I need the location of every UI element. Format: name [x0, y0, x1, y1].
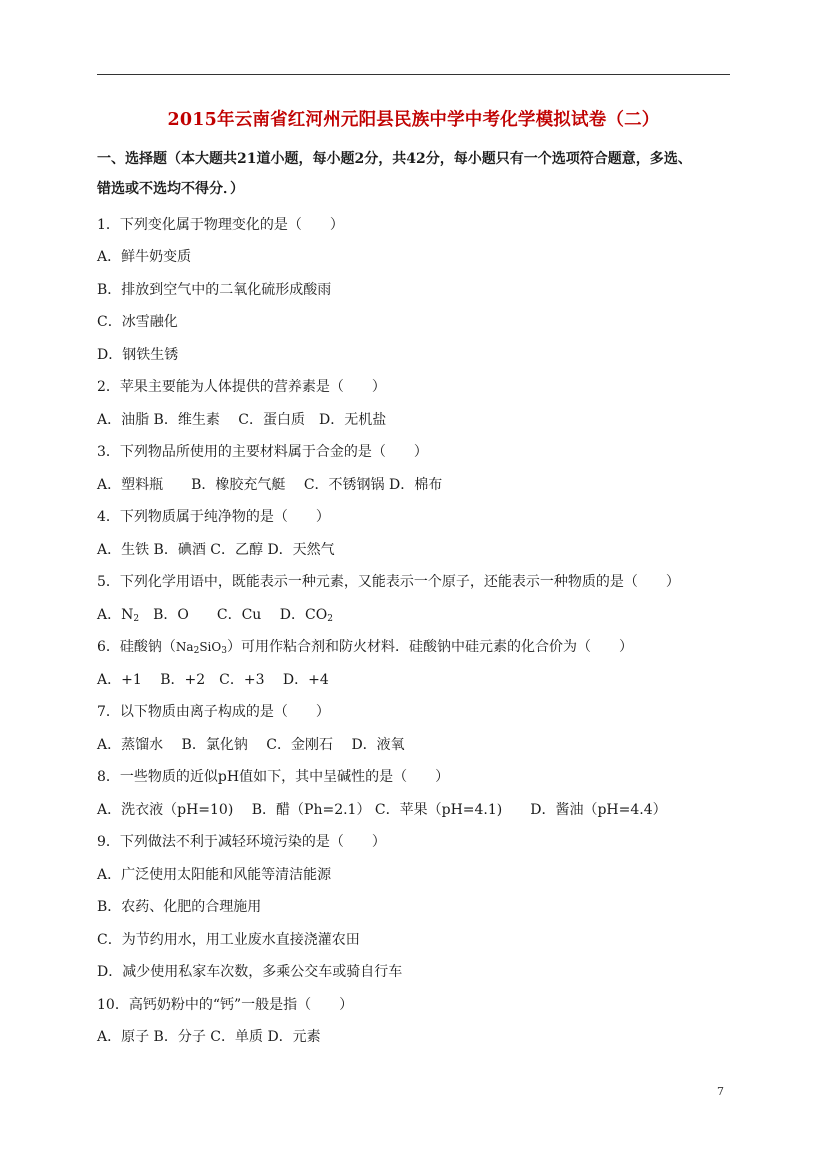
options-5	[97, 604, 333, 624]
option-9a: A．广泛使用太阳能和风能等清洁能源	[97, 867, 332, 883]
section-heading-line-2: 错选或不选均不得分．）	[97, 181, 244, 197]
option-1d: D．钢铁生锈	[97, 347, 179, 363]
question-6-prefix: 6．硅酸钠（	[97, 639, 176, 655]
question-4: 4．下列物质属于纯净物的是（ ）	[97, 509, 330, 525]
formula-sub-3: 3	[221, 646, 227, 656]
option-9d: D．减少使用私家车次数，多乘公交车或骑自行车	[97, 964, 403, 980]
option-5a-subscript: 2	[133, 614, 140, 624]
options-4: A．生铁 B．碘酒 C．乙醇 D．天然气	[97, 542, 335, 558]
options-6: A．+1 B．+2 C．+3 D．+4	[97, 672, 329, 688]
question-6	[97, 636, 633, 656]
options-8: A．洗衣液（pH=10) B．醋（Ph=2.1） C．苹果（pH=4.1) D．酱油（pH=4.4）	[97, 802, 667, 818]
options-7: A．蒸馏水 B．氯化钠 C．金刚石 D．液氧	[97, 737, 405, 753]
section-heading-line-1: 一、选择题（本大题共21道小题，每小题2分，共42分，每小题只有一个选项符合题意，多选、	[97, 151, 692, 167]
option-9c: C．为节约用水，用工业废水直接浇灌农田	[97, 932, 360, 948]
header-rule	[97, 74, 730, 75]
formula-sio: SiO	[199, 640, 222, 654]
option-9b: B．农药、化肥的合理施用	[97, 899, 262, 915]
page-number: 7	[717, 1085, 724, 1098]
option-5d-subscript: 2	[327, 614, 333, 624]
options-3: A．塑料瓶 B．橡胶充气艇 C．不锈钢锅 D．棉布	[97, 477, 443, 493]
option-1c: C．冰雪融化	[97, 314, 178, 330]
question-3: 3．下列物品所使用的主要材料属于合金的是（ ）	[97, 444, 428, 460]
option-1a: A．鲜牛奶变质	[97, 249, 192, 265]
question-8: 8．一些物质的近似pH值如下，其中呈碱性的是（ ）	[97, 769, 450, 785]
option-5-rest: B．O C．Cu D．CO	[139, 607, 328, 623]
question-5: 5．下列化学用语中，既能表示一种元素，又能表示一个原子，还能表示一种物质的是（ ）	[97, 574, 680, 590]
question-2: 2．苹果主要能为人体提供的营养素是（ ）	[97, 379, 386, 395]
formula-sub-2: 2	[193, 646, 200, 656]
option-5a-text: A．N	[97, 607, 134, 623]
page-title: 2015年云南省红河州元阳县民族中学中考化学模拟试卷（二）	[167, 110, 660, 130]
question-9: 9．下列做法不利于减轻环境污染的是（ ）	[97, 834, 386, 850]
formula-na: Na	[175, 640, 194, 654]
question-10: 10．高钙奶粉中的“钙”一般是指（ ）	[97, 997, 354, 1013]
options-2: A．油脂 B．维生素 C．蛋白质 D．无机盐	[97, 412, 387, 428]
section-heading	[97, 144, 737, 204]
question-1: 1．下列变化属于物理变化的是（ ）	[97, 217, 344, 233]
options-10: A．原子 B．分子 C．单质 D．元素	[97, 1029, 321, 1045]
question-7: 7．以下物质由离子构成的是（ ）	[97, 704, 330, 720]
question-6-suffix: ）可用作粘合剂和防火材料．硅酸钠中硅元素的化合价为（ ）	[226, 639, 633, 655]
option-1b: B．排放到空气中的二氧化硫形成酸雨	[97, 282, 332, 298]
